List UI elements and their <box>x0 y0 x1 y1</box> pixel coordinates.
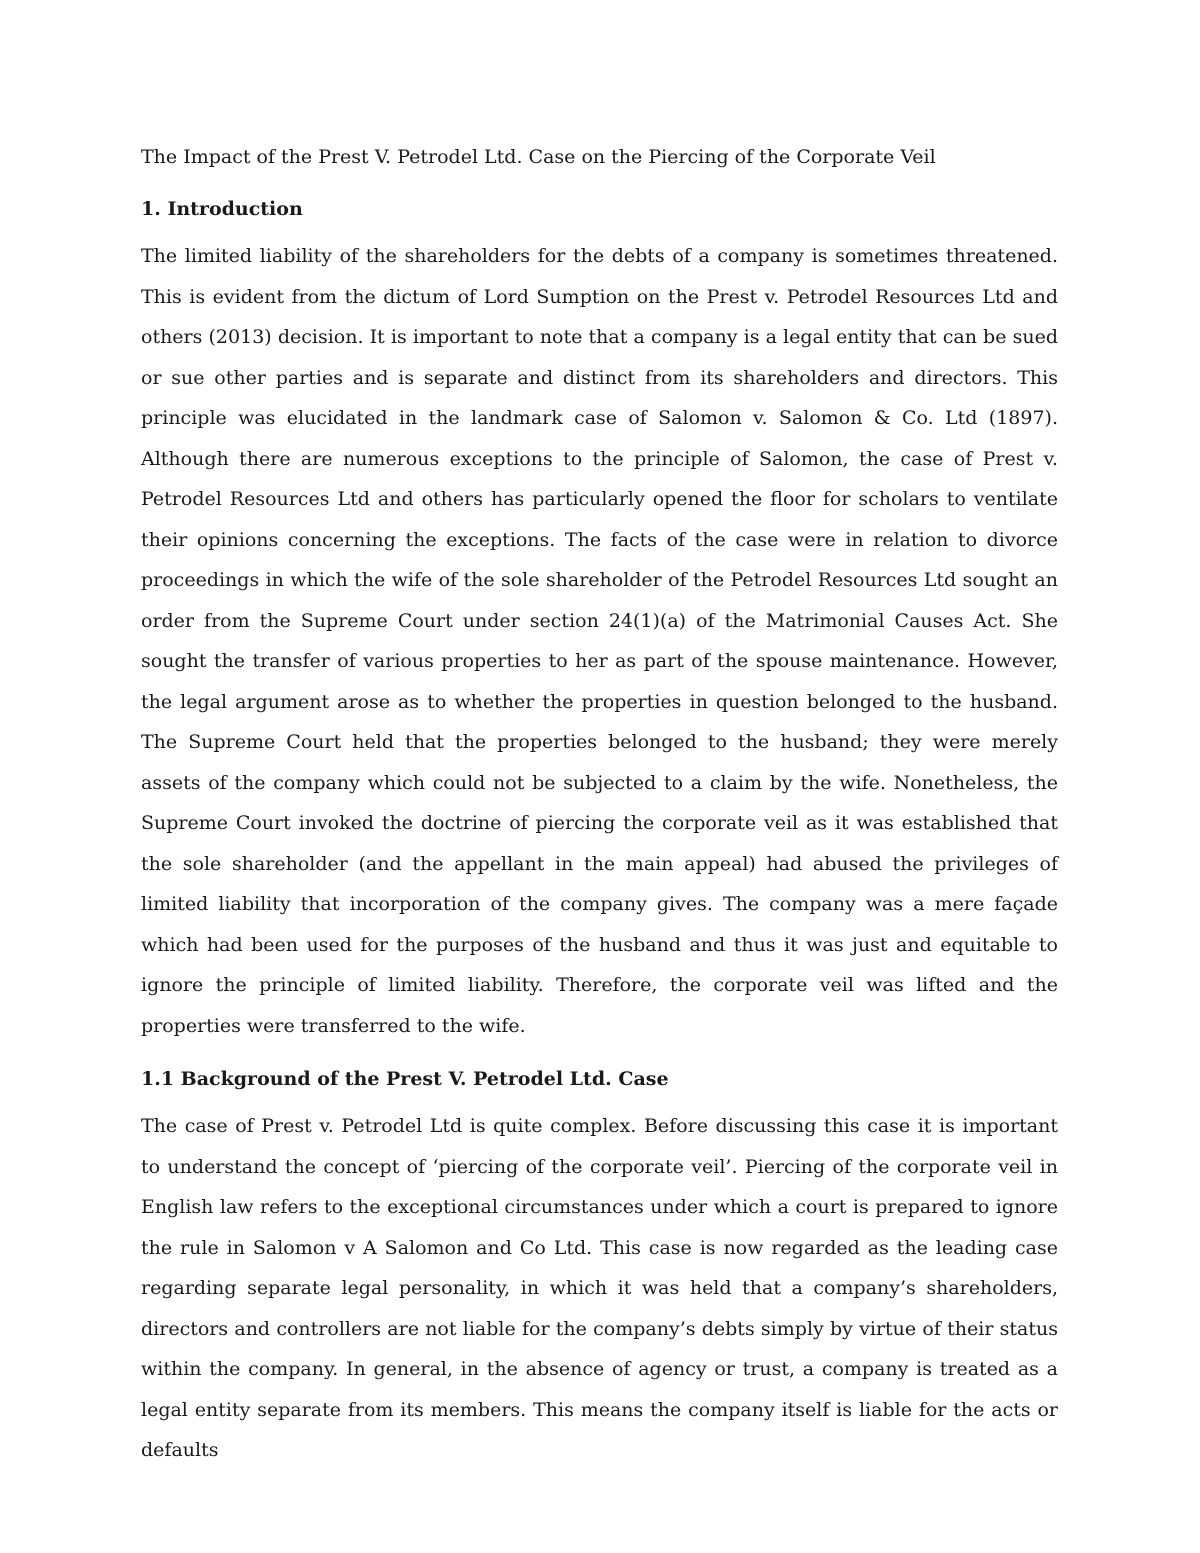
introduction-paragraph: The limited liability of the shareholders for the debts of a company is sometimes threatened. This is evident from the dictum of Lord Sumption on the Prest v. Petrodel Resources Ltd and others (2013) decision. It is important to note that a company is a legal entity that can be sued or sue other parties and is separate and distinct from its shareholders and directors. This principle was elucidated in the landmark case of Salomon v. Salomon & Co. Ltd (1897). Although there are numerous exceptions to the principle of Salomon, the case of Prest v. Petrodel Resources Ltd and others has particularly opened the floor for scholars to ventilate their opinions concerning the exceptions. The facts of the case were in relation to divorce proceedings in which the wife of the sole shareholder of the Petrodel Resources Ltd sought an order from the Supreme Court under section 24(1)(a) of the Matrimonial Causes Act. She sought the transfer of various properties to her as part of the spouse maintenance. However, the legal argument arose as to whether the properties in question belonged to the husband. The Supreme Court held that the properties belonged to the husband; they were merely assets of the company which could not be subjected to a claim by the wife. Nonetheless, the Supreme Court invoked the doctrine of piercing the corporate veil as it was established that the sole shareholder (and the appellant in the main appeal) had abused the privileges of limited liability that incorporation of the company gives. The company was a mere façade which had been used for the purposes of the husband and thus it was just and equitable to ignore the principle of limited liability. Therefore, the corporate veil was lifted and the properties were transferred to the wife. <box>141 245 1058 1037</box>
section-heading-introduction: 1. Introduction <box>141 198 303 220</box>
document-body <box>141 140 1058 1471</box>
section-heading-background: 1.1 Background of the Prest V. Petrodel Ltd. Case <box>141 1068 669 1090</box>
background-paragraph: The case of Prest v. Petrodel Ltd is quite complex. Before discussing this case it is important to understand the concept of ‘piercing of the corporate veil’. Piercing of the corporate veil in English law refers to the exceptional circumstances under which a court is prepared to ignore the rule in Salomon v A Salomon and Co Ltd. This case is now regarded as the leading case regarding separate legal personality, in which it was held that a company’s shareholders, directors and controllers are not liable for the company’s debts simply by virtue of their status within the company. In general, in the absence of agency or trust, a company is treated as a legal entity separate from its members. This means the company itself is liable for the acts or defaults <box>141 1115 1058 1461</box>
document-title: The Impact of the Prest V. Petrodel Ltd. Case on the Piercing of the Corporate Veil <box>141 146 936 168</box>
